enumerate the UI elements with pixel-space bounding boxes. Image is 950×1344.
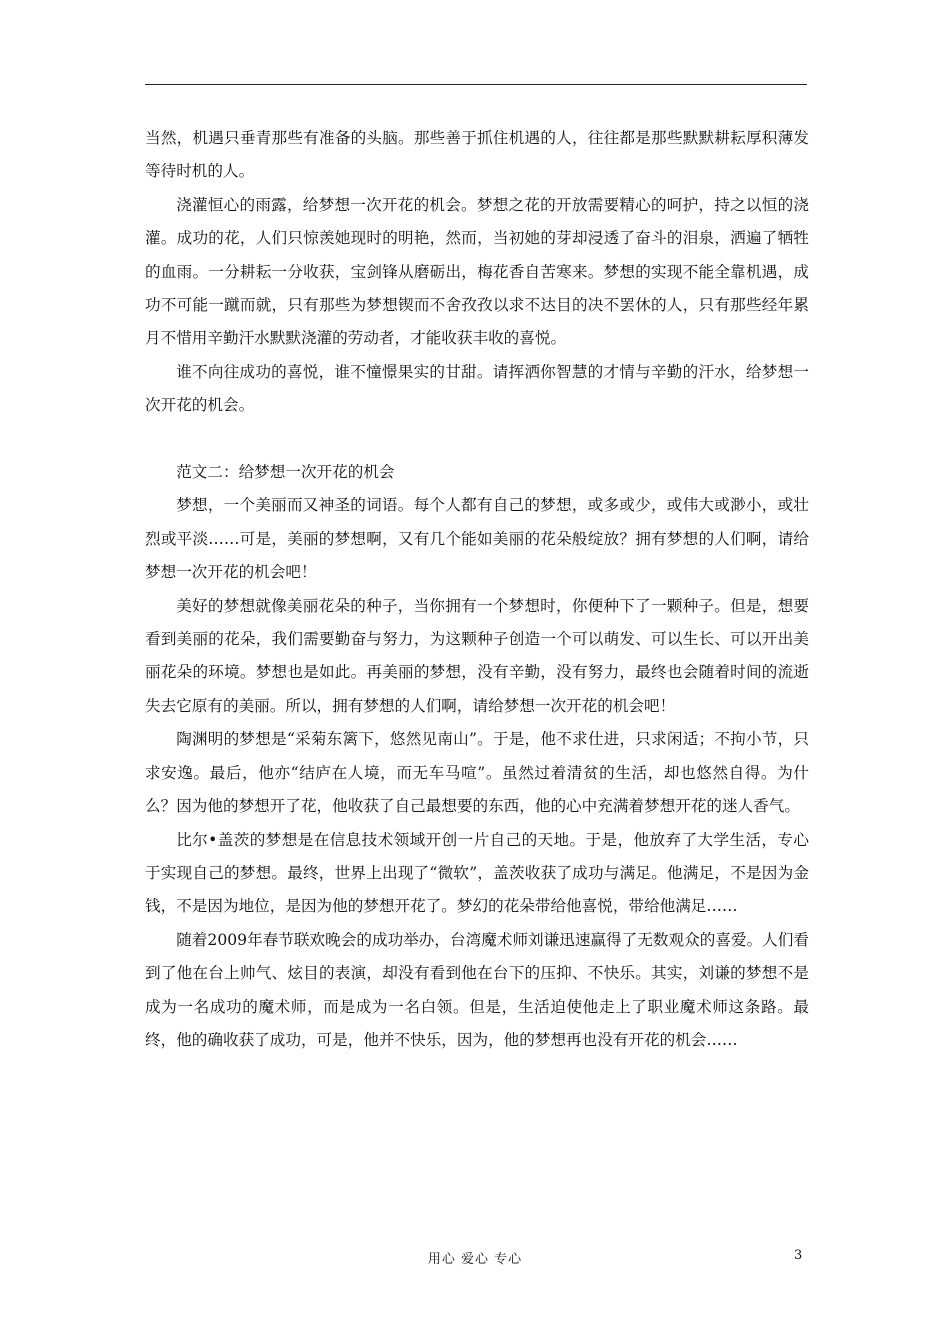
paragraph: 美好的梦想就像美丽花朵的种子，当你拥有一个梦想时，你便种下了一颗种子。但是，想要看到美丽的花朵，我们需要勤奋与努力，为这颗种子创造一个可以萌发、可以生长、可以开出美丽花朵的环境。梦想也是如此。再美丽的梦想，没有辛勤，没有努力，最终也会随着时间的流逝失去它原有的美丽。所以，拥有梦想的人们啊，请给梦想一次开花的机会吧！ <box>145 596 809 715</box>
paragraph: 梦想，一个美丽而又神圣的词语。每个人都有自己的梦想，或多或少，或伟大或渺小，或壮烈或平淡……可是，美丽的梦想啊，又有几个能如美丽的花朵般绽放？拥有梦想的人们啊，请给梦想一次开花的机会吧！ <box>145 496 809 582</box>
paragraph: 比尔•盖茨的梦想是在信息技术领域开创一片自己的天地。于是，他放弃了大学生活，专心于实现自己的梦想。最终，世界上出现了“微软”，盖茨收获了成功与满足。他满足，不是因为金钱，不是因为地位，是因为他的梦想开花了。梦幻的花朵带给他喜悦，带给他满足…… <box>145 830 809 916</box>
document-body <box>145 122 809 1057</box>
header-rule <box>145 84 807 85</box>
blank-line <box>145 423 809 456</box>
paragraph: 浇灌恒心的雨露，给梦想一次开花的机会。梦想之花的开放需要精心的呵护，持之以恒的浇灌。成功的花，人们只惊羡她现时的明艳，然而，当初她的芽却浸透了奋斗的泪泉，洒遍了牺牲的血雨。一分耕耘一分收获，宝剑锋从磨砺出，梅花香自苦寒来。梦想的实现不能全靠机遇，成功不可能一蹴而就，只有那些为梦想锲而不舍孜孜以求不达目的决不罢休的人，只有那些经年累月不惜用辛勤汗水默默浇灌的劳动者，才能收获丰收的喜悦。 <box>145 195 809 348</box>
paragraph: 当然，机遇只垂青那些有准备的头脑。那些善于抓住机遇的人，往往都是那些默默耕耘厚积薄发等待时机的人。 <box>145 129 809 181</box>
paragraph: 陶渊明的梦想是“采菊东篱下，悠然见南山”。于是，他不求仕进，只求闲适；不拘小节，只求安逸。最后，他亦“结庐在人境，而无车马喧”。虽然过着清贫的生活，却也悠然自得。为什么？因为他的梦想开了花，他收获了自己最想要的东西，他的心中充满着梦想开花的迷人香气。 <box>145 730 809 816</box>
footer-motto: 用心 爱心 专心 <box>427 1252 523 1267</box>
paragraph: 谁不向往成功的喜悦，谁不憧憬果实的甘甜。请挥洒你智慧的才情与辛勤的汗水，给梦想一次开花的机会。 <box>145 362 809 415</box>
section-heading: 范文二：给梦想一次开花的机会 <box>176 463 395 482</box>
page-number: 3 <box>794 1248 803 1263</box>
paragraph: 随着2009年春节联欢晚会的成功举办，台湾魔术师刘谦迅速赢得了无数观众的喜爱。人们看到了他在台上帅气、炫目的表演，却没有看到他在台下的压抑、不快乐。其实，刘谦的梦想不是成为一名成功的魔术师，而是成为一名白领。但是，生活迫使他走上了职业魔术师这条路。最终，他的确收获了成功，可是，他并不快乐，因为，他的梦想再也没有开花的机会…… <box>145 930 809 1049</box>
